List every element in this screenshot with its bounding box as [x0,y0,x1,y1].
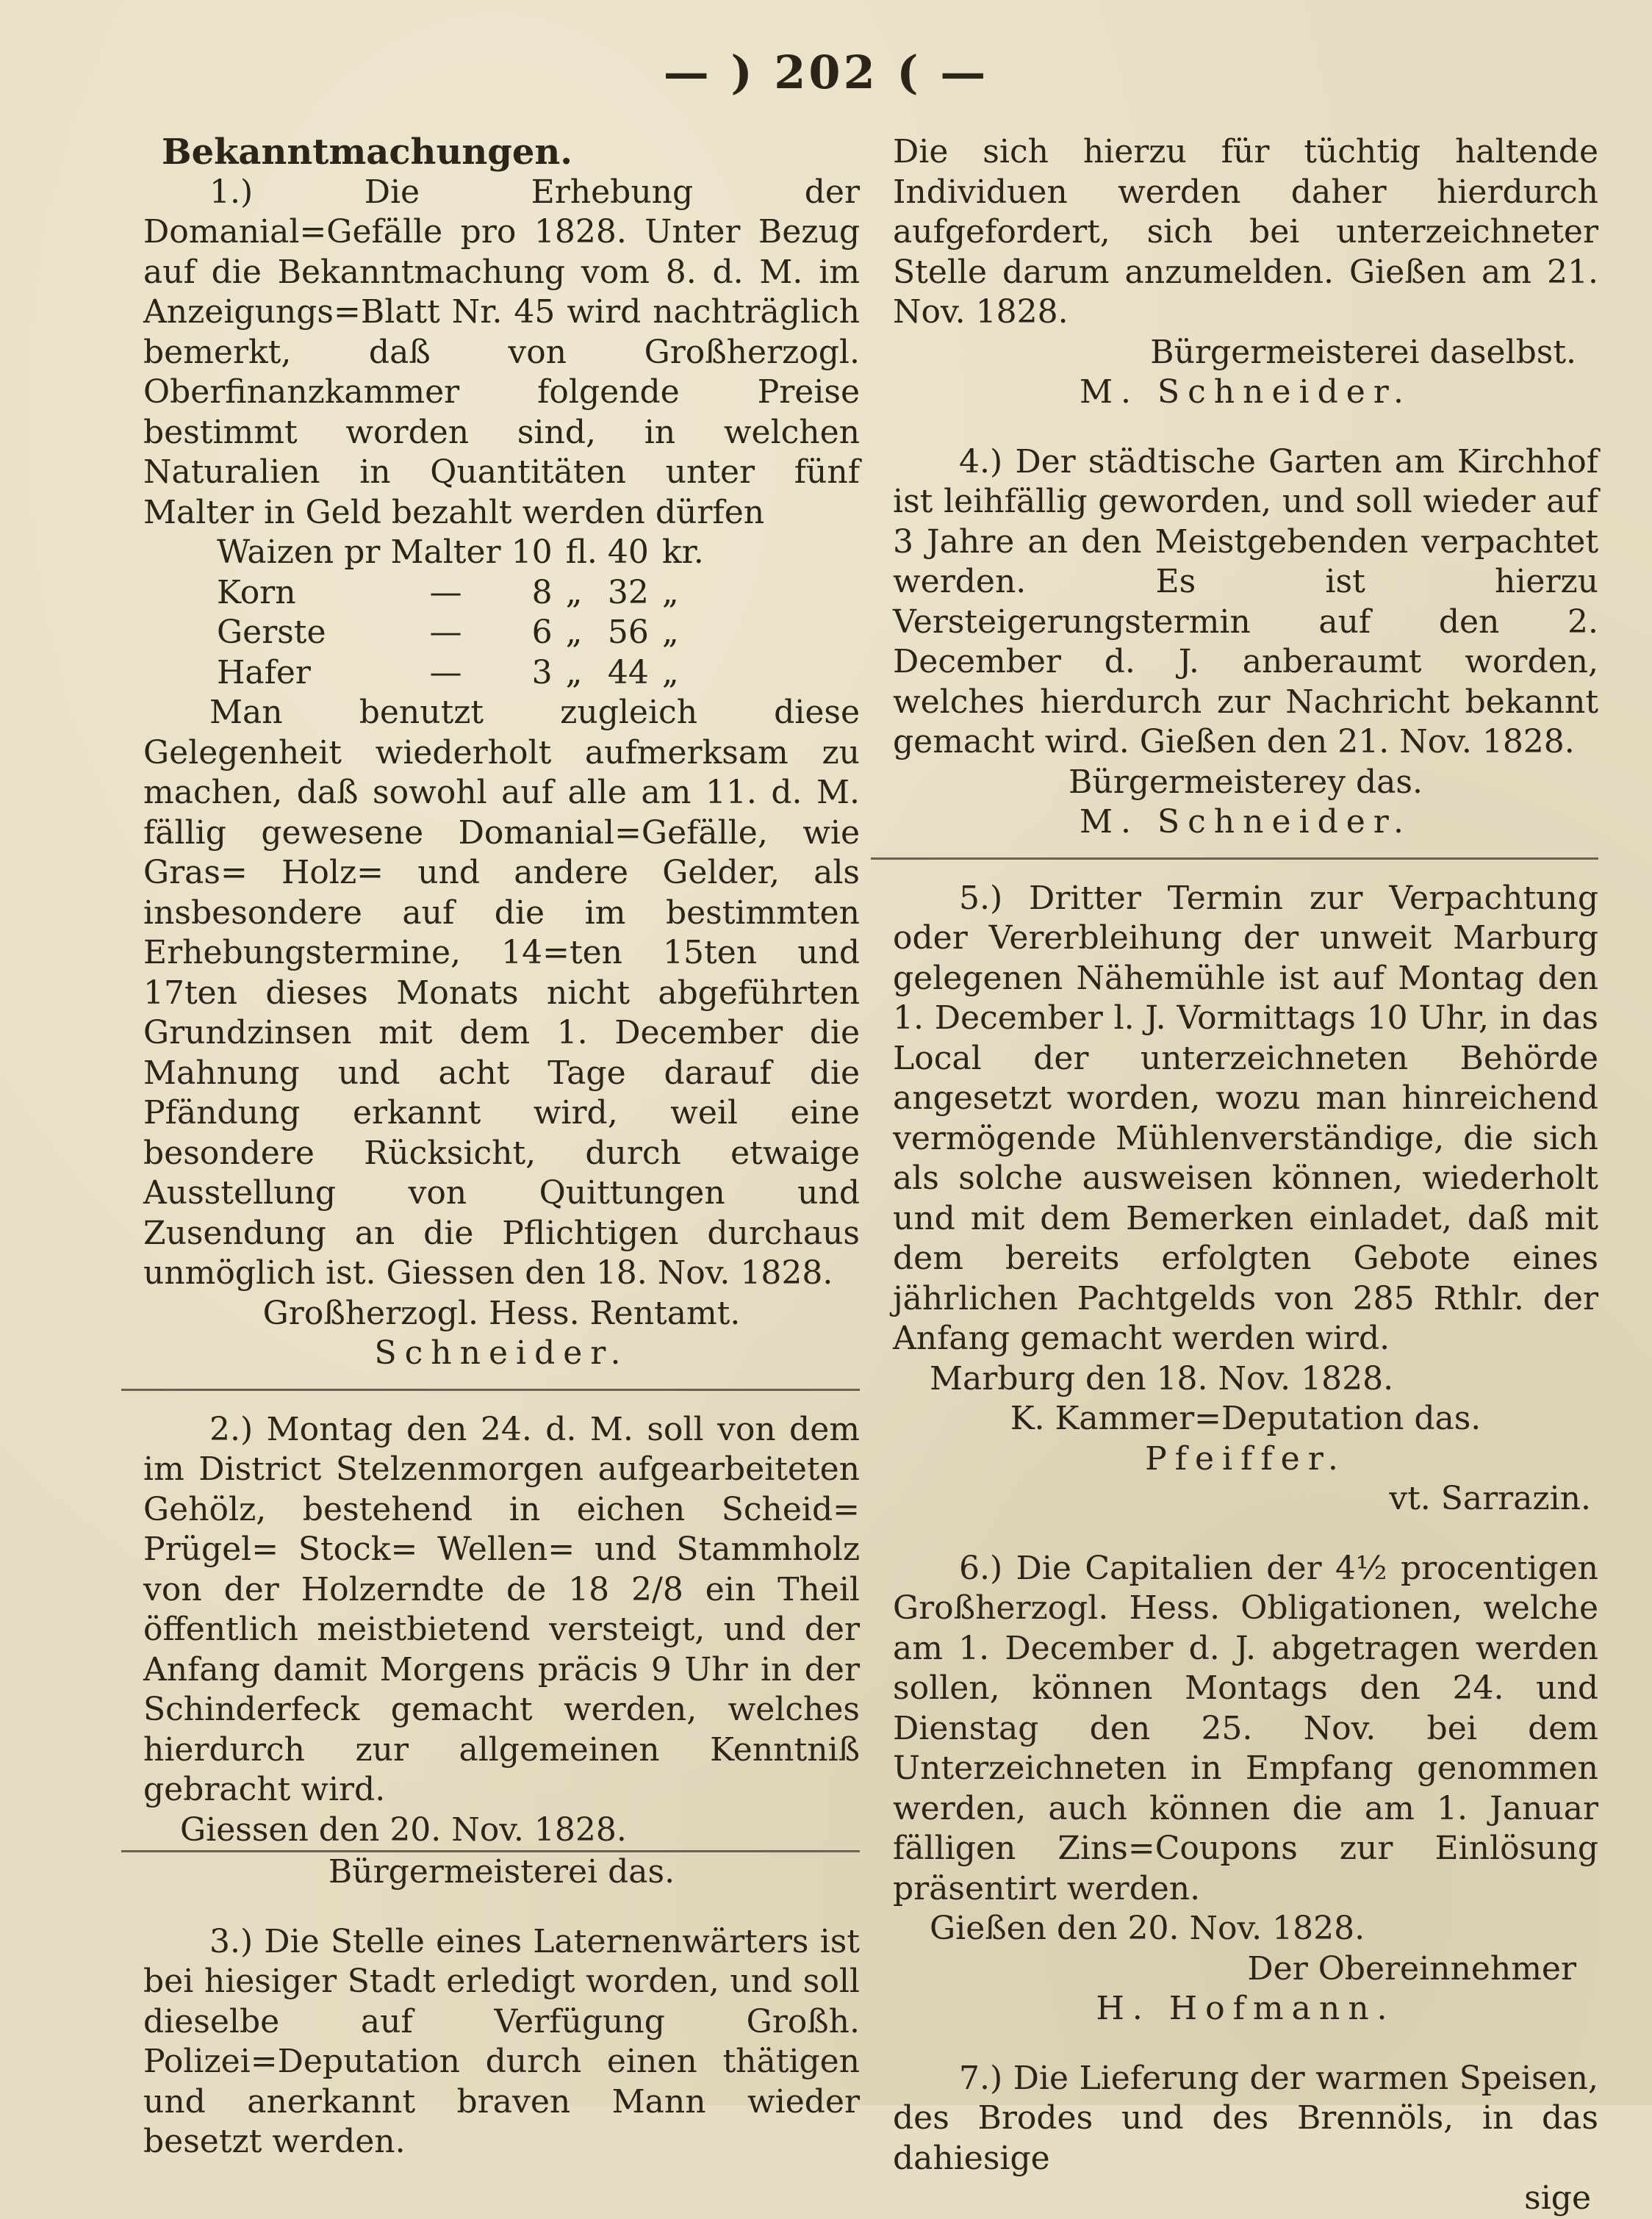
grain-name: Korn [217,573,296,611]
price-kr: 40 [607,533,649,571]
notice-6-signature-name: H. Hofmann. [1096,1990,1396,2027]
section-heading: Bekanntmachungen. [162,132,572,173]
notice-3-body: 3.) Die Stelle eines Laternenwärters ist bei hiesiger Stadt erledigt worden, und soll dieselbe auf Verfügung Großh. Polizei=Deputation durch einen thätigen und anerkannt braven Mann wieder besetzt werden. [143,1922,860,2160]
price-kr-unit: „ [661,614,679,651]
price-kr: 32 [607,573,649,611]
catchword: sige [1524,2179,1591,2217]
spacer [893,1520,1598,1549]
price-fl-unit: „ [565,653,583,691]
grain-name: Hafer [217,653,311,691]
notice-3-signature-office: Bürgermeisterei daselbst. [1150,333,1576,371]
grain-unit: — [429,614,462,651]
price-kr: 44 [607,653,649,691]
grain-unit: — [429,573,462,611]
notice-2-body: 2.) Montag den 24. d. M. soll von dem im District Stelzenmorgen aufgearbeiteten Gehölz, bestehend in eichen Scheid= Prügel= Stock= Wellen= und Stammholz von der Holzerndte de 18 2/8 ein Theil öffentlich meistbietend versteigt, und der Anfang damit Morgens präcis 9 Uhr in der Schinderfeck gemacht werden, welches hierdurch zur allgemeinen Kenntniß gebracht wird. [143,1410,860,1808]
price-fl-unit: „ [565,614,583,651]
price-table [217,533,714,693]
notice-1-body: Man benutzt zugleich diese Gelegenheit wiederholt aufmerksam zu machen, daß sowohl auf alle am 11. d. M. fällig gewesene Domanial=Gefälle, wie Gras= Holz= und andere Gelder, als insbesondere auf die im bestimmten Erhebungstermine, 14=ten 15ten und 17ten dieses Monats nicht abgeführten Grundzinsen mit dem 1. December die Mahnung und acht Tage darauf die Pfändung erkannt wird, weil eine besondere Rücksicht, durch etwaige Ausstellung von Quittungen und Zusendung an die Pflichtigen durchaus unmöglich ist. Giessen den 18. Nov. 1828. [143,694,860,1292]
price-row [217,533,714,573]
price-fl: 3 [531,653,553,691]
notice-3-signature-name: M. Schneider. [1080,373,1412,411]
notice-7-body: 7.) Die Lieferung der warmen Speisen, des Brodes und des Brennöls, in das dahiesige [893,2059,1598,2177]
grain-name: Waizen pr [217,533,381,571]
notice-5-body: 5.) Dritter Termin zur Verpachtung oder Vererbleihung der unweit Marburg gelegenen Nähemühle ist auf Montag den 1. December l. J. Vormittags 10 Uhr, in das Local der unterzeichneten Behörde angesetzt worden, wozu man hinreichend vermögende Mühlenverständige, die sich als solche ausweisen können, wiederholt und mit dem Bemerken einladet, daß mit dem bereits erfolgten Gebote eines jährlichen Pachtgelds von 285 Rthlr. der Anfang gemacht werden wird. [893,879,1598,1357]
spacer [143,1893,860,1922]
grain-unit: — [429,653,462,691]
price-fl: 10 [511,533,553,571]
price-row [217,613,714,653]
price-fl: 8 [531,573,553,611]
price-row [217,653,714,694]
notice-4-signature-office: Bürgermeisterey das. [1069,763,1423,801]
notice-4-body: 4.) Der städtische Garten am Kirchhof ist leihfällig geworden, und soll wieder auf 3 Jahre an den Meistgebenden verpachtet werden. Es ist hierzu Versteigerungstermin auf den 2. December d. J. anberaumt worden, welches hierdurch zur Nachricht bekannt gemacht wird. Gießen den 21. Nov. 1828. [893,442,1598,760]
price-kr-unit: kr. [661,533,704,571]
notice-1-intro: 1.) Die Erhebung der Domanial=Gefälle pro 1828. Unter Bezug auf die Bekanntmachung vom 8. d. M. im Anzeigungs=Blatt Nr. 45 wird nachträglich bemerkt, daß von Großherzogl. Oberfinanzkammer folgende Preise bestimmt worden sind, in welchen Naturalien in Quantitäten unter fünf Malter in Geld bezahlt werden dürfen [143,173,860,531]
notice-5-signature-countersign: vt. Sarrazin. [1389,1480,1591,1517]
page-number-header: — ) 202 ( — [663,46,989,99]
separator-rule [871,857,1598,860]
notice-5-signature-office: K. Kammer=Deputation das. [1010,1400,1482,1437]
notice-5-date: Marburg den 18. Nov. 1828. [930,1359,1394,1398]
notice-6-date: Gießen den 20. Nov. 1828. [930,1910,1365,1947]
price-kr: 56 [607,614,649,651]
notice-3-continuation: Die sich hierzu für tüchtig haltende Individuen werden daher hierdurch aufgefordert, sich bei unterzeichneter Stelle darum anzumelden. Gießen am 21. Nov. 1828. [893,133,1598,331]
price-fl-unit: fl. [565,533,597,571]
left-column [143,132,860,2162]
notice-4-signature-name: M. Schneider. [1080,803,1412,841]
notice-1-signature-office: Großherzogl. Hess. Rentamt. [262,1294,741,1332]
spacer [893,2029,1598,2059]
price-row [217,573,714,614]
right-column [893,132,1598,2219]
spacer [893,413,1598,442]
price-fl: 6 [531,614,553,651]
notice-2-date: Giessen den 20. Nov. 1828. [180,1810,627,1849]
grain-name: Gerste [217,614,326,651]
price-kr-unit: „ [661,653,679,691]
notice-5-signature-name: Pfeiffer. [1145,1439,1346,1478]
notice-6-signature-title: Der Obereinnehmer [1247,1949,1576,1988]
price-kr-unit: „ [661,573,679,611]
separator-rule [121,1389,860,1391]
notice-2-signature: Bürgermeisterei das. [328,1853,675,1891]
notice-1-signature-name: Schneider. [374,1334,629,1372]
grain-unit: Malter [390,533,501,571]
price-fl-unit: „ [565,573,583,611]
notice-6-body: 6.) Die Capitalien der 4½ procentigen Großherzogl. Hess. Obligationen, welche am 1. December d. J. abgetragen werden sollen, können Montags den 24. und Dienstag den 25. Nov. bei dem Unterzeichneten in Empfang genommen werden, auch können die am 1. Januar fälligen Zins=Coupons zur Einlösung präsentirt werden. [893,1549,1598,1907]
